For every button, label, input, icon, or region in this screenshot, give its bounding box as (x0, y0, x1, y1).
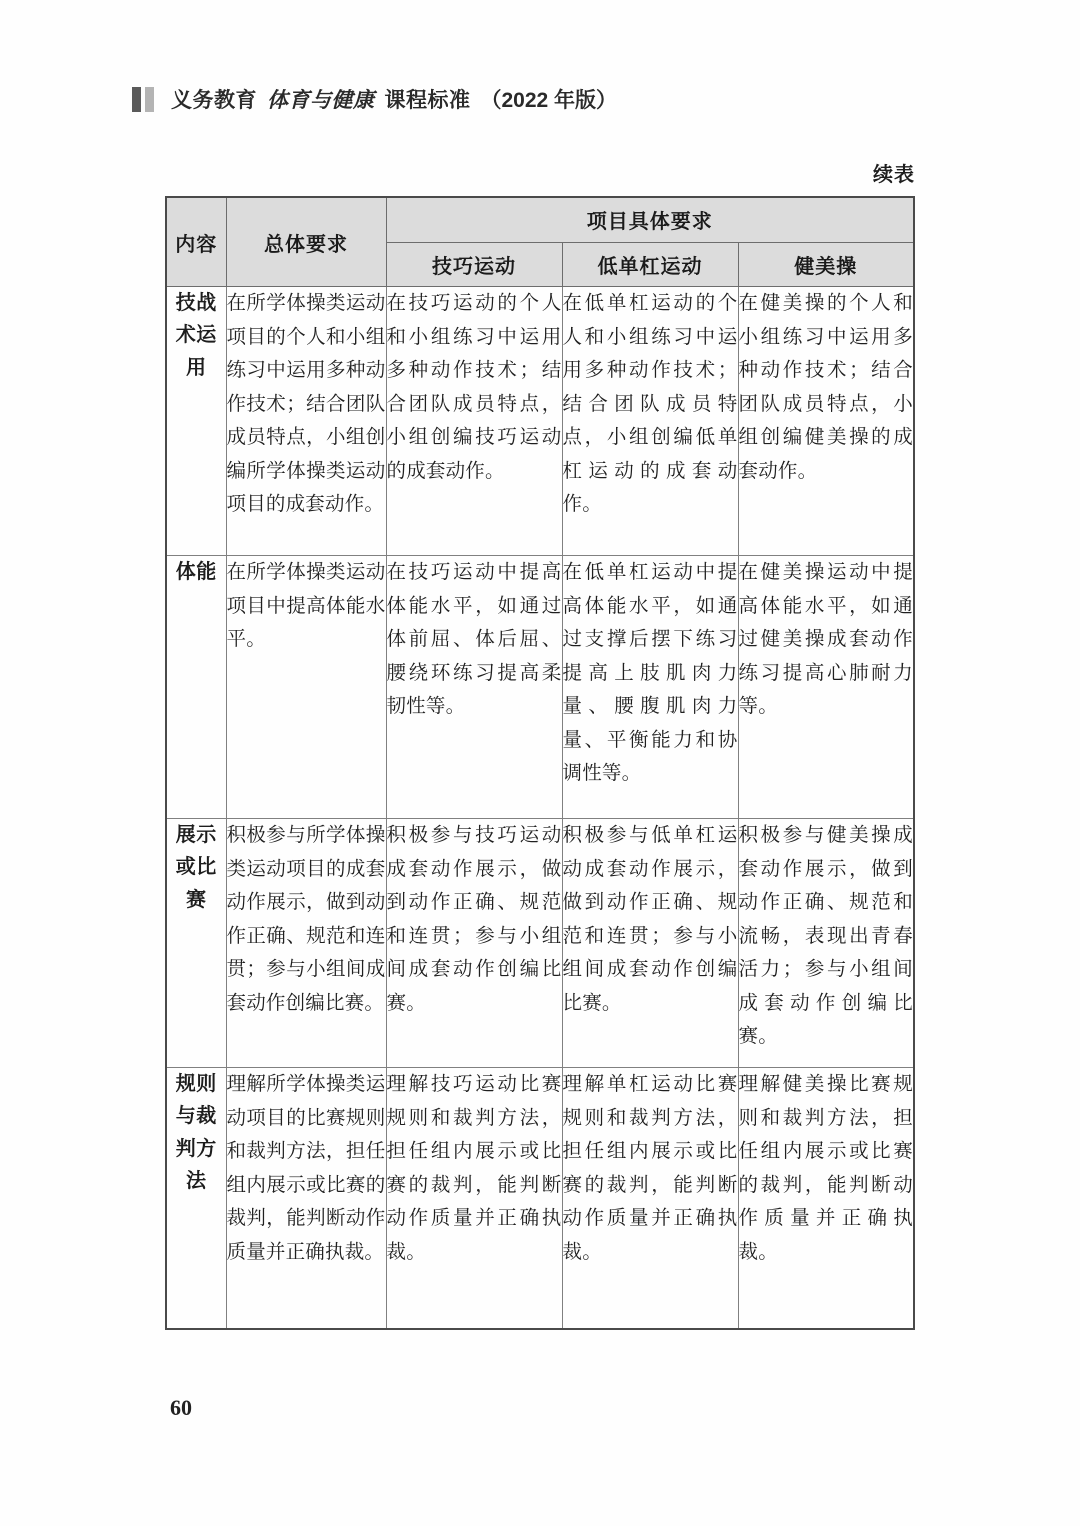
header-segment-doc-type: 课程标准 (384, 89, 471, 112)
table-row (166, 287, 914, 556)
row-1-overall: 在所学体操类运动项目中提高体能水平。 (226, 556, 386, 819)
col-header-sub-1: 低单杠运动 (562, 242, 738, 287)
row-label-2: 展示或比赛 (166, 819, 226, 1068)
row-label-3: 规则与裁判方法 (166, 1068, 226, 1330)
col-header-sub-0: 技巧运动 (386, 242, 562, 287)
col-header-content: 内容 (166, 197, 226, 287)
col-header-overall: 总体要求 (226, 197, 386, 287)
row-0-cell-0: 在技巧运动的个人和小组练习中运用多种动作技术；结合团队成员特点，小组创编技巧运动的成套动作。 (386, 287, 562, 556)
row-1-cell-2: 在健美操运动中提高体能水平，如通过健美操成套动作练习提高心肺耐力等。 (738, 556, 914, 819)
row-3-overall: 理解所学体操类运动项目的比赛规则和裁判方法，担任组内展示或比赛的裁判，能判断动作质量并正确执裁。 (226, 1068, 386, 1330)
row-label-0: 技战术运用 (166, 287, 226, 556)
double-bar-marker-icon (132, 87, 158, 112)
row-label-1: 体能 (166, 556, 226, 819)
table-body (166, 287, 914, 1330)
table-row (166, 556, 914, 819)
curriculum-requirements-table (165, 196, 915, 1330)
row-2-cell-2: 积极参与健美操成套动作展示，做到动作正确、规范和流畅，表现出青春活力；参与小组间成套动作创编比赛。 (738, 819, 914, 1068)
table-head (166, 197, 914, 287)
row-3-cell-0: 理解技巧运动比赛规则和裁判方法，担任组内展示或比赛的裁判，能判断动作质量并正确执裁。 (386, 1068, 562, 1330)
spec-table-wrapper (165, 196, 915, 1330)
row-3-cell-2: 理解健美操比赛规则和裁判方法，担任组内展示或比赛的裁判，能判断动作质量并正确执裁。 (738, 1068, 914, 1330)
row-0-cell-1: 在低单杠运动的个人和小组练习中运用多种动作技术；结合团队成员特点，小组创编低单杠运动的成套动作。 (562, 287, 738, 556)
row-0-cell-2: 在健美操的个人和小组练习中运用多种动作技术；结合团队成员特点，小组创编健美操的成套动作。 (738, 287, 914, 556)
table-row (166, 1068, 914, 1330)
running-header-text (171, 84, 627, 114)
table-row (166, 819, 914, 1068)
page-number: 60 (170, 1395, 192, 1420)
row-3-cell-1: 理解单杠运动比赛规则和裁判方法，担任组内展示或比赛的裁判，能判断动作质量并正确执裁。 (562, 1068, 738, 1330)
row-2-cell-1: 积极参与低单杠运动成套动作展示，做到动作正确、规范和连贯；参与小组间成套动作创编比赛。 (562, 819, 738, 1068)
col-header-group-specific: 项目具体要求 (386, 197, 914, 242)
col-header-sub-2: 健美操 (738, 242, 914, 287)
header-segment-subject-level: 义务教育 (171, 89, 257, 112)
table-continued-caption: 续表 (873, 164, 915, 186)
row-0-overall: 在所学体操类运动项目的个人和小组练习中运用多种动作技术；结合团队成员特点，小组创编所学体操类运动项目的成套动作。 (226, 287, 386, 556)
row-1-cell-1: 在低单杠运动中提高体能水平，如通过支撑后摆下练习提高上肢肌肉力量、腰腹肌肉力量、平衡能力和协调性等。 (562, 556, 738, 819)
row-2-cell-0: 积极参与技巧运动成套动作展示，做到动作正确、规范和连贯；参与小组间成套动作创编比赛。 (386, 819, 562, 1068)
row-1-cell-0: 在技巧运动中提高体能水平，如通过体前屈、体后屈、腰绕环练习提高柔韧性等。 (386, 556, 562, 819)
table-header-row-top (166, 197, 914, 242)
header-segment-subject-name: 体育与健康 (267, 88, 375, 112)
running-header (132, 82, 627, 116)
row-2-overall: 积极参与所学体操类运动项目的成套动作展示，做到动作正确、规范和连贯；参与小组间成套动作创编比赛。 (226, 819, 386, 1068)
header-segment-edition: （2022 年版） (480, 89, 618, 112)
